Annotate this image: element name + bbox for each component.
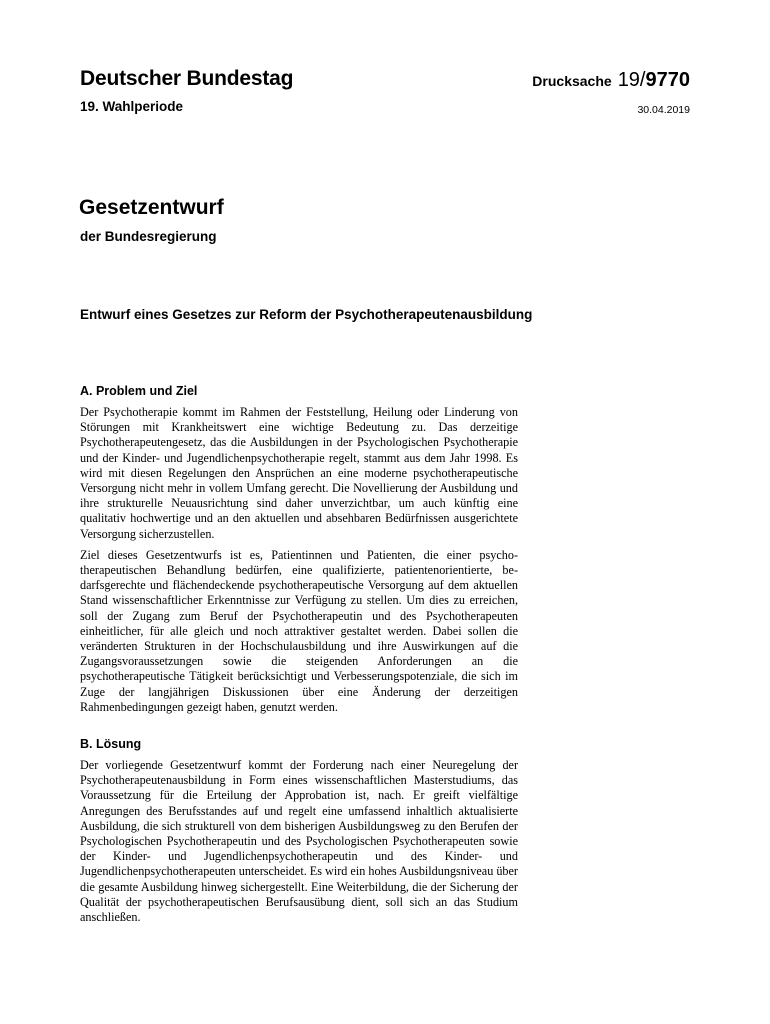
drucksache-number [532,69,690,92]
drucksache-label: Drucksache [532,73,612,89]
section-body-solution [80,758,518,925]
document-type: Gesetzentwurf [79,196,224,219]
paragraph: Der vorliegende Gesetzentwurf kommt der Forderung nach einer Neuregelung der Psychotherapeutenausbildung in Form eines wissenschaftlichen Masterstudiums, das Voraussetzung für die Erteilung der Approbation ist, nach. Er greift vielfältige Anregungen des Berufsstandes auf und regelt eine umfassend inhaltlich aktualisierte Ausbildung, die sich strukturell von dem bisherigen Ausbildungsweg zu den Berufen der Psychologischen Psychotherapeutin und des Psychologischen Psychotherapeuten sowie der Kinder- und Jugendlichenpsychotherapeutin und des Kinder- und Jugendlichenpsychotherapeuten unterscheidet. Es wird ein hohes Ausbildungsniveau über die gesamte Ausbildung hinweg sichergestellt. Eine Weiterbildung, die der Sicherung der Qualität der psychotherapeutischen Berufsausübung dient, soll sich an das Studium anschließen. [80,758,518,925]
document-origin: der Bundesregierung [80,229,217,244]
section-body-problem [80,405,518,715]
section-heading-solution: B. Lösung [80,737,142,751]
parliament-name: Deutscher Bundestag [80,67,294,90]
legislative-period: 19. Wahlperiode [80,99,184,114]
drucksache-number-prefix: 19/ [617,69,646,91]
document-title: Entwurf eines Gesetzes zur Reform der Psychotherapeutenausbildung [80,307,533,322]
paragraph: Der Psychotherapie kommt im Rahmen der Feststellung, Heilung oder Linderung von Störungen mit Krankheitswert eine wichtige Bedeutung zu. Das derzeitige Psychotherapeutengesetz, das die Ausbildungen in der Psychologischen Psychotherapie und der Kinder- und Jugendlichenpsychotherapie regelt, stammt aus dem Jahr 1998. Es wird mit diesen Regelungen den Ansprüchen an eine moderne psychotherapeutische Versorgung nicht mehr in vollem Umfang gerecht. Die Novellierung der Ausbildung und ihre strukturelle Neuausrichtung sind daher unverzichtbar, um auch künftig eine qualitativ hochwertige und an den aktuellen und absehbaren Bedürfnissen ausgerichtete Versorgung sicherzustellen. [80,405,518,541]
paragraph: Ziel dieses Gesetzentwurfs ist es, Patientinnen und Patienten, die einer psychotherapeutischen Behandlung bedürfen, eine qualifizierte, patientenorientierte, bedarfsgerechte und flächendeckende psychotherapeutische Versorgung auf dem aktuellen Stand wissenschaftlicher Erkenntnisse zur Verfügung zu stellen. Um dies zu erreichen, soll der Zugang zum Beruf der Psychotherapeutin und des Psychotherapeuten einheitlicher, für alle gleich und noch attraktiver gestaltet werden. Dabei sollen die veränderten Strukturen in der Hochschulausbildung und ihre Auswirkungen auf die Zugangsvoraussetzungen sowie die steigenden Anforderungen an die psychotherapeutische Tätigkeit berücksichtigt und Verbesserungspotenziale, die sich im Zuge der langjährigen Diskussionen über eine Änderung der derzeitigen Rahmenbedingungen gezeigt haben, genutzt werden. [80,547,518,714]
drucksache-number-main: 9770 [645,69,690,91]
section-heading-problem: A. Problem und Ziel [80,384,198,398]
document-date: 30.04.2019 [637,104,690,116]
